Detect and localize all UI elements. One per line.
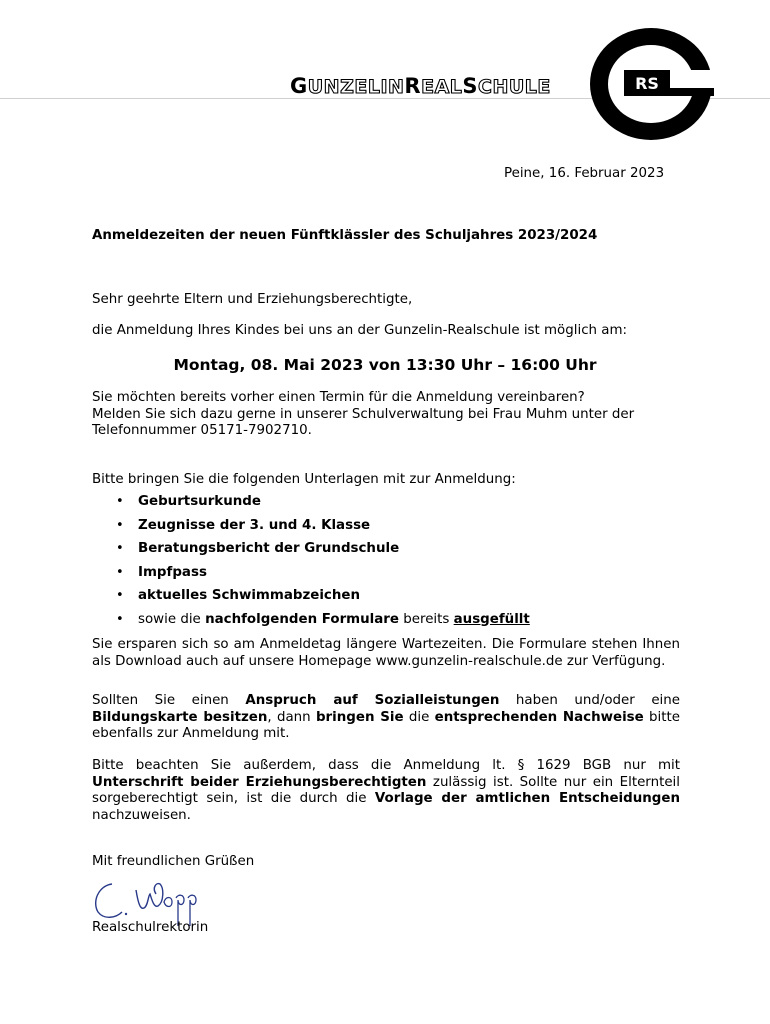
bullet-icon: •	[116, 588, 124, 603]
list-item	[92, 565, 692, 589]
social-bold: Anspruch auf Sozialleistungen	[245, 693, 500, 708]
school-name-part-1: UNZELIN	[307, 76, 405, 98]
legal-paragraph	[92, 758, 680, 824]
school-name-initial-s: S	[462, 74, 479, 98]
appointment-note-line: Sie möchten bereits vorher einen Termin für die Anmeldung vereinbaren?	[92, 390, 585, 405]
social-text: , dann	[267, 709, 316, 725]
appointment-headline: Montag, 08. Mai 2023 von 13:30 Uhr – 16:00 Uhr	[173, 356, 597, 374]
school-name	[290, 74, 551, 98]
bullet-icon: •	[116, 517, 124, 533]
legal-text: zulässig ist. Sollte nur ein Elternteil sorgeberechtigt sein, ist die durch die	[92, 774, 680, 806]
bullet-icon: •	[116, 541, 124, 556]
document-label: Impfpass	[138, 564, 207, 580]
forms-bold: nachfolgenden Formulare	[205, 611, 399, 627]
documents-list	[92, 494, 692, 635]
legal-text: Bitte beachten Sie außerdem, dass die Anmeldung lt. § 1629 BGB nur mit	[92, 758, 680, 773]
list-item	[92, 541, 692, 565]
legal-text: nachzuweisen.	[92, 807, 191, 823]
logo-text: RS	[635, 74, 659, 93]
signer-title: Realschulrektorin	[92, 920, 209, 935]
salutation: Sehr geehrte Eltern und Erziehungsberechtigte,	[92, 292, 413, 307]
bullet-icon: •	[116, 611, 124, 627]
school-name-part-2: EAL	[421, 76, 463, 98]
appointment-note-line: Melden Sie sich dazu gerne in unserer Schulverwaltung bei Frau Muhm unter der	[92, 406, 635, 422]
school-name-initial-r: R	[404, 74, 422, 98]
appointment-note	[92, 390, 680, 440]
documents-intro: Bitte bringen Sie die folgenden Unterlagen mit zur Anmeldung:	[92, 472, 516, 487]
school-logo	[588, 26, 714, 142]
legal-bold: Vorlage der amtlichen Entscheidungen	[374, 791, 680, 806]
closing: Mit freundlichen Grüßen	[92, 854, 255, 869]
social-paragraph	[92, 693, 680, 743]
forms-prefix: sowie die	[138, 611, 206, 627]
letter-subject: Anmeldezeiten der neuen Fünftklässler des Schuljahres 2023/2024	[92, 228, 598, 243]
forms-middle: bereits	[398, 611, 454, 627]
intro-text: die Anmeldung Ihres Kindes bei uns an der Gunzelin-Realschule ist möglich am:	[92, 323, 628, 338]
document-label: aktuelles Schwimmabzeichen	[138, 588, 361, 603]
list-item	[92, 612, 692, 636]
social-text: bitte ebenfalls zur Anmeldung mit.	[92, 709, 680, 741]
appointment-note-line: Telefonnummer 05171-7902710.	[92, 423, 312, 438]
list-item	[92, 518, 692, 542]
social-bold: Bildungskarte besitzen	[92, 709, 268, 725]
legal-bold: Unterschrift beider Erziehungsberechtigten	[92, 774, 427, 790]
bullet-icon: •	[116, 564, 124, 580]
bullet-icon: •	[116, 494, 124, 509]
place-date: Peine, 16. Februar 2023	[504, 166, 665, 181]
social-bold: entsprechenden Nachweise	[434, 709, 644, 725]
download-paragraph: Sie ersparen sich so am Anmeldetag längere Wartezeiten. Die Formulare stehen Ihnen als Download auch auf unsere Homepage www.gunzelin-realschule.de zur Verfügung.	[92, 637, 680, 669]
social-text: Sollten Sie einen	[92, 693, 246, 708]
social-text: die	[403, 709, 435, 725]
social-bold: bringen Sie	[315, 709, 404, 725]
document-label: Geburtsurkunde	[138, 494, 261, 509]
school-name-part-3: CHULE	[478, 76, 551, 98]
list-item	[92, 588, 692, 612]
document-label: Beratungsbericht der Grundschule	[138, 541, 400, 556]
school-name-initial-g: G	[290, 74, 308, 98]
forms-underlined: ausgefüllt	[453, 611, 530, 627]
document-label: Zeugnisse der 3. und 4. Klasse	[138, 517, 371, 533]
social-text: haben und/oder eine	[499, 693, 681, 708]
list-item	[92, 494, 692, 518]
